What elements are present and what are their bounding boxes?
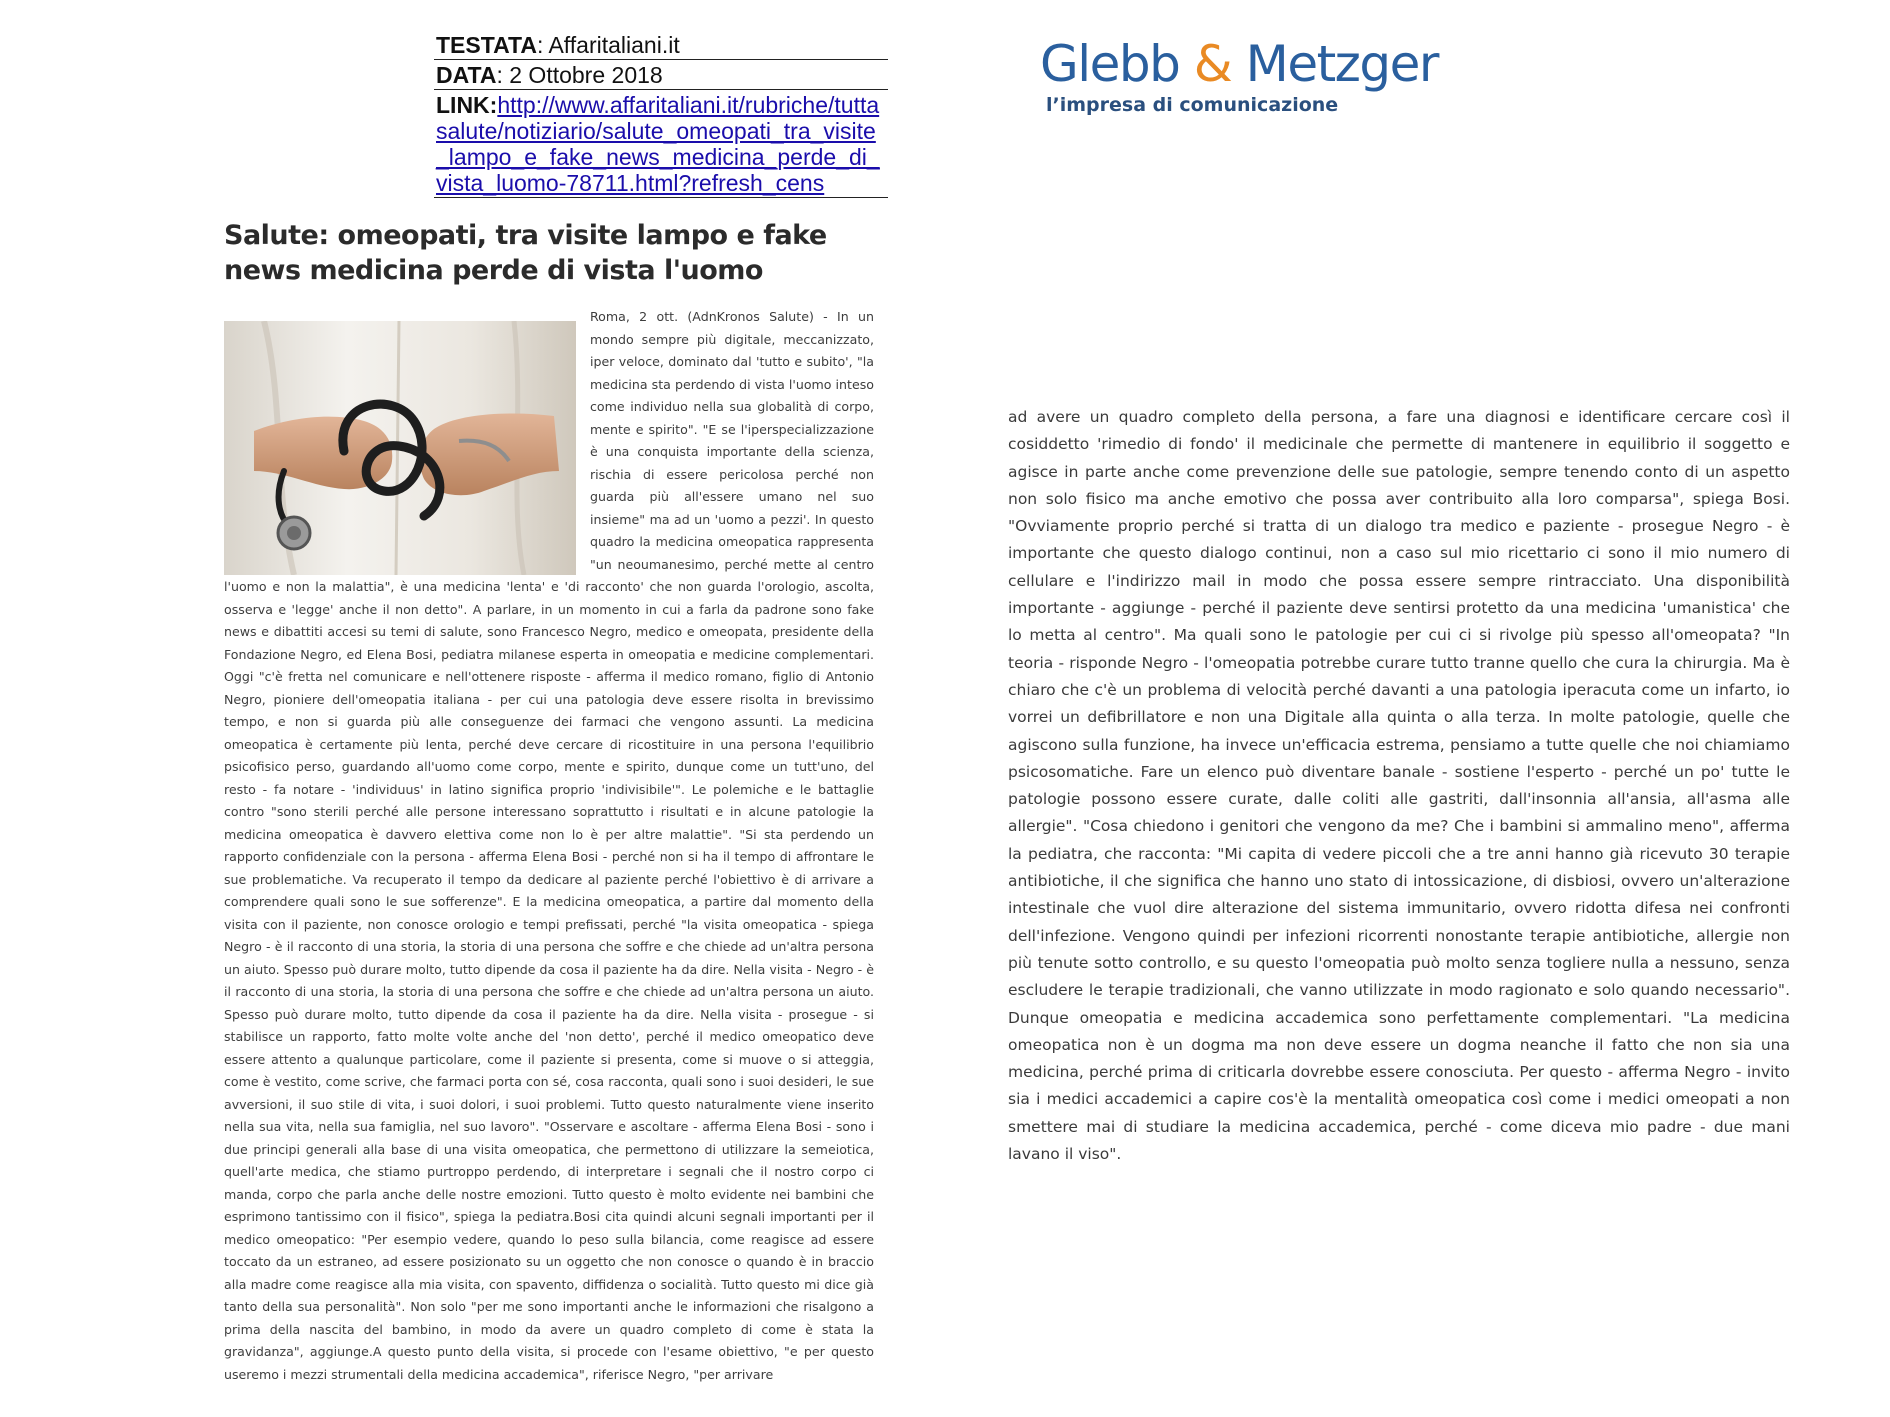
logo-name-part1: Glebb xyxy=(1040,35,1194,93)
data-row: DATA: 2 Ottobre 2018 xyxy=(434,60,888,90)
testata-row: TESTATA: Affaritaliani.it xyxy=(434,30,888,60)
press-meta-box xyxy=(434,30,888,198)
data-value: 2 Ottobre 2018 xyxy=(509,62,663,88)
company-logo xyxy=(1040,36,1438,116)
article-link[interactable]: http://www.affaritaliani.it/rubriche/tuttasalute/notiziario/salute_omeopati_tra_visite_lampo_e_fake_news_medicina_perde_di_vista_luomo-78711.html?refresh_cens xyxy=(436,92,880,196)
article-title: Salute: omeopati, tra visite lampo e fake news medicina perde di vista l'uomo xyxy=(224,220,827,286)
logo-wordmark xyxy=(1040,36,1438,92)
link-label: LINK: xyxy=(436,92,498,118)
article-text-right: ad avere un quadro completo della persona, a fare una diagnosi e identificare cercare così il cosiddetto 'rimedio di fondo' il medicinale che permette di mantenere in equilibrio il soggetto e agisce in parte anche come prevenzione delle sue patologie, sempre tenendo conto di un aspetto non solo fisico ma anche emotivo che possa aver contribuito alla loro comparsa", spiega Bosi. "Ovviamente proprio perché si tratta di un dialogo tra medico e paziente - prosegue Negro - è importante che questo dialogo continui, non a caso sul mio ricettario ci sono il mio numero di cellulare e l'indirizzo mail in modo che possa essere sempre rintracciato. Una disponibilità importante - aggiunge - perché il paziente deve sentirsi protetto da una medicina 'umanistica' che lo metta al centro". Ma quali sono le patologie per cui ci si rivolge più spesso all'omeopata? "In teoria - risponde Negro - l'omeopatia potrebbe curare tutto tranne quello che cura la chirurgia. Ma è chiaro che c'è un problema di velocità perché davanti a una patologia iperacuta come un infarto, io vorrei un defibrillatore e non una Digitale alla quinta o alla terza. In molte patologie, quelle che agiscono sulla funzione, ha invece un'efficacia estrema, pensiamo a tutte quelle che noi chiamiamo psicosomatiche. Fare un elenco può diventare banale - sostiene l'esperto - perché un po' tutte le patologie possono essere curate, dalle coliti alle gastriti, dall'insonnia all'ansia, all'asma alle allergie". "Cosa chiedono i genitori che vengono da me? Che i bambini si ammalino meno", afferma la pediatra, che racconta: "Mi capita di vedere piccoli che a tre anni hanno già ricevuto 30 terapie antibiotiche, il che significa che hanno uno stato di intossicazione, di disbiosi, ovvero un'alterazione intestinale che vuol dire alterazione del sistema immunitario, ovvero ridotta difesa nei confronti dell'infezione. Vengono quindi per infezioni ricorrenti nonostante terapie antibiotiche, allergie non più tenute sotto controllo, e su questo l'omeopatia può molto senza togliere nulla a nessuno, senza escludere le terapie tradizionali, che vanno utilizzate in modo ragionato e solo quando necessario". Dunque omeopatia e medicina accademica sono perfettamente complementari. "La medicina omeopatica non è un dogma ma non deve essere un dogma neanche il fatto che non sia una medicina, perché prima di criticarla dovrebbe essere conosciuta. Per questo - afferma Negro - invito sia i medici accademici a capire cos'è la mentalità omeopatica così come i medici omeopati a non smettere mai di studiare la medicina accademica, perché - come diceva mio padre - due mani lavano il viso". xyxy=(1008,408,1790,1164)
article-body-right xyxy=(1008,404,1790,1168)
logo-name-part2: Metzger xyxy=(1231,35,1438,93)
logo-tagline: l’impresa di comunicazione xyxy=(1046,94,1339,116)
testata-value: Affaritaliani.it xyxy=(548,32,680,58)
data-label: DATA xyxy=(436,62,497,88)
photo-wrap-space xyxy=(224,306,590,576)
article-body-left xyxy=(224,306,874,1386)
logo-ampersand: & xyxy=(1193,35,1232,93)
article-text-left: Roma, 2 ott. (AdnKronos Salute) - In un mondo sempre più digitale, meccanizzato, iper veloce, dominato dal 'tutto e subito', "la medicina sta perdendo di vista l'uomo inteso come individuo nella sua globalità di corpo, mente e spirito". "E se l'iperspecializzazione è una conquista importante della scienza, rischia di essere pericolosa perché non guarda più all'essere umano nel suo insieme" ma ad un 'uomo a pezzi'. In questo quadro la medicina omeopatica rappresenta "un neoumanesimo, perché mette al centro l'uomo e non la malattia", è una medicina 'lenta' e 'di racconto' che non guarda l'orologio, ascolta, osserva e 'legge' anche il non detto". A parlare, in un momento in cui a farla da padrone sono fake news e dibattiti accesi su temi di salute, sono Francesco Negro, medico e omeopata, presidente della Fondazione Negro, ed Elena Bosi, pediatra milanese esperta in omeopatia e medicine complementari. Oggi "c'è fretta nel comunicare e nell'ottenere risposte - afferma il medico romano, figlio di Antonio Negro, pioniere dell'omeopatia italiana - per cui una patologia deve essere risolta in brevissimo tempo, e non si guarda più alle conseguenze dei farmaci che vengono assunti. La medicina omeopatica è certamente più lenta, perché deve cercare di ricostituire in una persona l'equilibrio psicofisico perso, guardando all'uomo come corpo, mente e spirito, dunque come un tutt'uno, del resto - fa notare - 'individuus' in latino significa proprio 'indivisibile'". Le polemiche e le battaglie contro "sono sterili perché alle persone interessano soprattutto i risultati e in alcune patologie la medicina omeopatica è davvero elettiva come non lo è per altre malattie". "Si sta perdendo un rapporto confidenziale con la persona - afferma Elena Bosi - perché non si ha il tempo di affrontare le sue problematiche. Va recuperato il tempo da dedicare al paziente perché l'obiettivo è di arrivare a comprendere quali sono le sue sofferenze". E la medicina omeopatica, a partire dal momento della visita con il paziente, non conosce orologio e tempi prefissati, perché "la visita omeopatica - spiega Negro - è il racconto di una storia, la storia di una persona che soffre e che chiede ad un'altra persona un aiuto. Spesso può durare molto, tutto dipende da cosa il paziente ha da dire. Nella visita - Negro - è il racconto di una storia, la storia di una persona che soffre e che chiede ad un'altra persona un aiuto. Spesso può durare molto, tutto dipende da cosa il paziente ha da dire. Nella visita - prosegue - si stabilisce un rapporto, fatto molte volte anche del 'non detto', perché il medico omeopatico deve essere attento a qualunque particolare, come il paziente si presenta, come si muove o si atteggia, come è vestito, come scrive, che farmaci porta con sé, cosa racconta, quali sono i suoi desideri, le sue avversioni, il suo stile di vita, i suoi dolori, i suoi problemi. Tutto questo naturalmente viene inserito nella sua vita, nella sua famiglia, nel suo lavoro". "Osservare e ascoltare - afferma Elena Bosi - sono i due principi generali alla base di una visita omeopatica, che permettono di utilizzare la semeiotica, quell'arte medica, che stiamo purtroppo perdendo, di interpretare i segnali che il nostro corpo ci manda, corpo che parla anche delle nostre emozioni. Tutto questo è molto evidente nei bambini che esprimono tantissimo con il fisico", spiega la pediatra.Bosi cita quindi alcuni segnali importanti per il medico omeopatico: "Per esempio vedere, quando lo peso sulla bilancia, come reagisce ad essere toccato da un estraneo, ad essere posizionato su un oggetto che non conosce o quando è in braccio alla madre come reagisce alla mia visita, con spavento, diffidenza o socialità. Tutto questo mi dice già tanto della sua personalità". Non solo "per me sono importanti anche le informazioni che risalgono a prima della nascita del bambino, in modo da avere un quadro completo di come è stata la gravidanza", aggiunge.A questo punto della visita, si procede con l'esame obiettivo, "e per questo useremo i mezzi strumentali della medicina accademica", riferisce Negro, "per arrivare xyxy=(224,309,874,1382)
link-row xyxy=(434,90,888,198)
testata-label: TESTATA xyxy=(436,32,537,58)
